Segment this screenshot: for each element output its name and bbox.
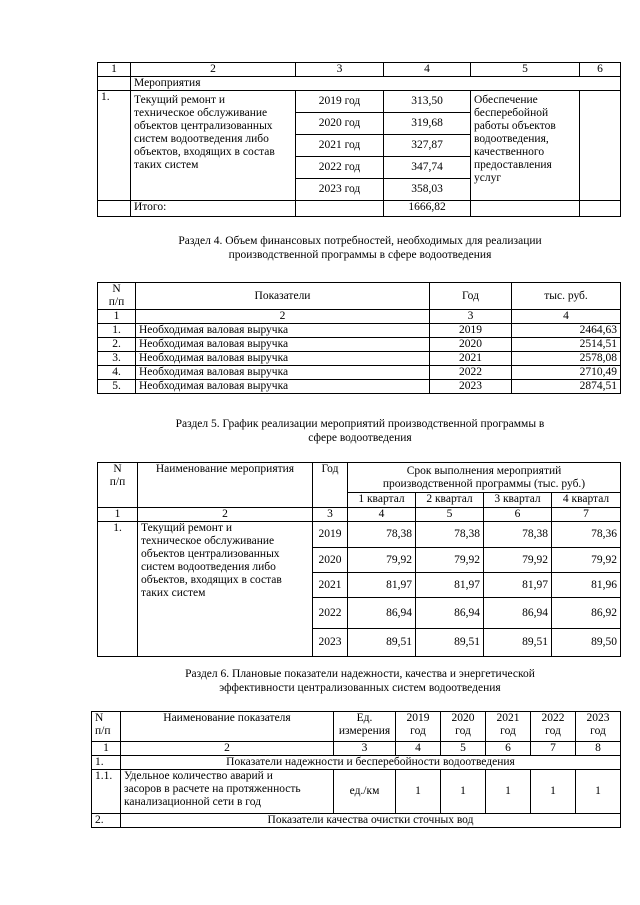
header-indicator: Наименование показателя bbox=[121, 712, 334, 742]
col-number: 2 bbox=[121, 742, 334, 756]
unit-cell: ед./км bbox=[334, 770, 396, 814]
quarter-header: 2 квартал bbox=[416, 493, 484, 508]
table-row: 1. Текущий ремонт и техническое обслуживание объектов централизованных систем водоотведения либо объектов, входящих в состав таких систем 2019 78,38 78,38 78,38 78,36 bbox=[98, 522, 621, 548]
item-number: 1.1. bbox=[92, 770, 121, 814]
year-cell: 2023 год bbox=[296, 179, 384, 201]
subheader-measures: Мероприятия bbox=[131, 77, 621, 91]
year-cell: 2022 год bbox=[296, 157, 384, 179]
year-cell: 2019 год bbox=[296, 91, 384, 113]
col-number: 4 bbox=[348, 508, 416, 522]
col-number: 1 bbox=[92, 742, 121, 756]
table-row: 1.1. Удельное количество аварий и засоров в расчете на протяженность канализационной сети в год ед./км 1 1 1 1 1 bbox=[92, 770, 621, 814]
indicator-name: Удельное количество аварий и засоров в расчете на протяженность канализационной сети в год bbox=[121, 770, 334, 814]
total-value: 1666,82 bbox=[384, 201, 471, 217]
year-header: 2022 год bbox=[531, 712, 576, 742]
section5-title: Раздел 5. График реализации мероприятий производственной программы в сфере водоотведения bbox=[175, 418, 545, 444]
table-row: 1. Необходимая валовая выручка 2019 2464,63 bbox=[98, 324, 621, 338]
col-number: 6 bbox=[486, 742, 531, 756]
col-number: 2 bbox=[138, 508, 313, 522]
col-number: 2 bbox=[136, 310, 430, 324]
value-cell: 358,03 bbox=[384, 179, 471, 201]
row-number: 1. bbox=[98, 522, 138, 657]
col-number: 2 bbox=[131, 63, 296, 77]
measure-purpose: Обеспечение бесперебойной работы объектов водоотведения, качественного предоставления услуг bbox=[471, 91, 580, 201]
quarter-header: 4 квартал bbox=[552, 493, 621, 508]
measures-table bbox=[97, 62, 621, 217]
table-row: 5. Необходимая валовая выручка 2023 2874,51 bbox=[98, 380, 621, 394]
col-number: 5 bbox=[441, 742, 486, 756]
col-number: 4 bbox=[512, 310, 621, 324]
year-cell: 2021 год bbox=[296, 135, 384, 157]
financial-needs-table bbox=[97, 282, 621, 394]
col-number: 8 bbox=[576, 742, 621, 756]
header-year: Год bbox=[430, 283, 512, 310]
header-indicator: Показатели bbox=[136, 283, 430, 310]
row-number: 1. bbox=[98, 91, 131, 201]
col-number: 3 bbox=[334, 742, 396, 756]
header-amount: тыс. руб. bbox=[512, 283, 621, 310]
header-num: N п/п bbox=[92, 712, 121, 742]
col-number: 3 bbox=[296, 63, 384, 77]
group-title: Показатели качества очистки сточных вод bbox=[121, 814, 621, 828]
value-cell: 327,87 bbox=[384, 135, 471, 157]
indicators-table bbox=[91, 711, 621, 828]
col-number: 7 bbox=[552, 508, 621, 522]
group-number: 2. bbox=[92, 814, 121, 828]
table-row: 4. Необходимая валовая выручка 2022 2710,49 bbox=[98, 366, 621, 380]
table-row: 3. Необходимая валовая выручка 2021 2578,08 bbox=[98, 352, 621, 366]
measure-name: Текущий ремонт и техническое обслуживание объектов централизованных систем водоотведения либо объектов, входящих в состав таких систем bbox=[138, 522, 313, 657]
value-cell: 319,68 bbox=[384, 113, 471, 135]
column-number-row bbox=[98, 63, 621, 77]
header-num: N п/п bbox=[98, 463, 138, 508]
col-number: 1 bbox=[98, 310, 136, 324]
header-year: Год bbox=[313, 463, 348, 508]
header-num: N п/п bbox=[98, 283, 136, 310]
table-row: 2021 81,97 81,97 81,97 81,96 bbox=[98, 573, 621, 598]
year-header: 2021 год bbox=[486, 712, 531, 742]
col-number: 6 bbox=[580, 63, 621, 77]
group-number: 1. bbox=[92, 756, 121, 770]
header-measure: Наименование мероприятия bbox=[138, 463, 313, 508]
section4-title: Раздел 4. Объем финансовых потребностей, необходимых для реализации производственной программы в сфере водоотведения bbox=[178, 235, 542, 261]
value-cell: 313,50 bbox=[384, 91, 471, 113]
header-unit: Ед. измерения bbox=[334, 712, 396, 742]
col-number: 6 bbox=[484, 508, 552, 522]
col-number: 1 bbox=[98, 63, 131, 77]
table-row: 2. Необходимая валовая выручка 2020 2514,51 bbox=[98, 338, 621, 352]
year-cell: 2020 год bbox=[296, 113, 384, 135]
year-header: 2023 год bbox=[576, 712, 621, 742]
quarter-header: 3 квартал bbox=[484, 493, 552, 508]
col-number: 1 bbox=[98, 508, 138, 522]
col-number: 7 bbox=[531, 742, 576, 756]
col-number: 5 bbox=[471, 63, 580, 77]
table-row: 2023 89,51 89,51 89,51 89,50 bbox=[98, 629, 621, 657]
measure-name: Текущий ремонт и техническое обслуживание объектов централизованных систем водоотведения либо объектов, входящих в состав таких систем bbox=[131, 91, 296, 201]
year-header: 2020 год bbox=[441, 712, 486, 742]
col-number: 3 bbox=[430, 310, 512, 324]
col-number: 3 bbox=[313, 508, 348, 522]
col-number: 4 bbox=[384, 63, 471, 77]
year-header: 2019 год bbox=[396, 712, 441, 742]
group-title: Показатели надежности и бесперебойности водоотведения bbox=[121, 756, 621, 770]
col-number: 4 bbox=[396, 742, 441, 756]
total-label: Итого: bbox=[131, 201, 296, 217]
table-row: 2020 79,92 79,92 79,92 79,92 bbox=[98, 548, 621, 573]
quarter-header: 1 квартал bbox=[348, 493, 416, 508]
section6-title: Раздел 6. Плановые показатели надежности, качества и энергетической эффективности централизованных систем водоотведения bbox=[185, 668, 535, 694]
schedule-table bbox=[97, 462, 621, 657]
value-cell: 347,74 bbox=[384, 157, 471, 179]
table-row: 2022 86,94 86,94 86,94 86,92 bbox=[98, 598, 621, 629]
header-period: Срок выполнения мероприятий производственной программы (тыс. руб.) bbox=[348, 463, 621, 493]
col-number: 5 bbox=[416, 508, 484, 522]
